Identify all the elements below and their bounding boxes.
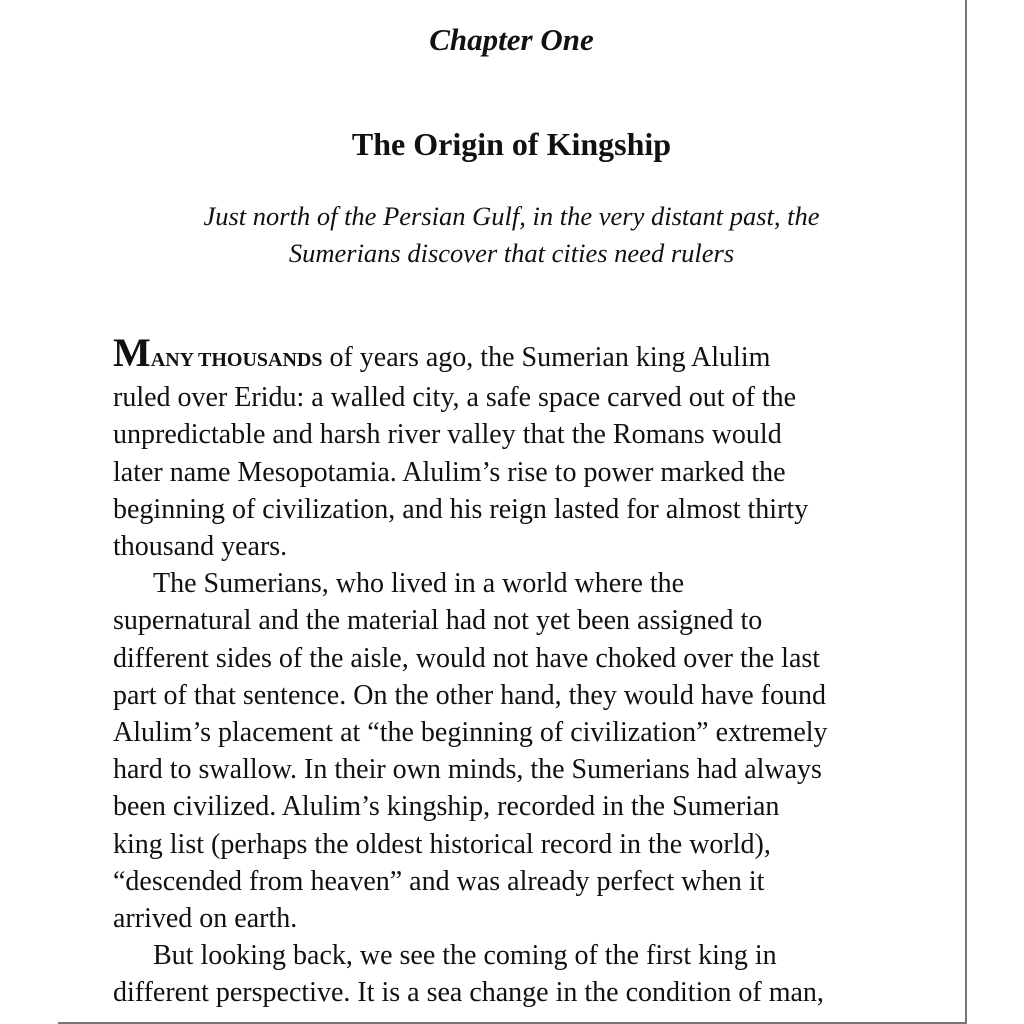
subtitle-line: Sumerians discover that cities need rulers (288, 238, 735, 268)
opening-rest: of years ago, the Sumerian king Alulim (322, 342, 771, 373)
text-line: supernatural and the material had not yet been assigned to (113, 605, 763, 637)
text-line: king list (perhaps the oldest historical record in the world), (113, 828, 771, 860)
text-line: But looking back, we see the coming of the first king in (153, 940, 777, 972)
chapter-subtitle (58, 198, 965, 272)
text-line: different sides of the aisle, would not have choked over the last (113, 642, 821, 674)
text-line: part of that sentence. On the other hand, they would have found (113, 679, 827, 711)
text-line: “descended from heaven” and was already perfect when it (113, 865, 765, 897)
small-caps: ANY THOUSANDS (150, 349, 323, 371)
text-line: ruled over Eridu: a walled city, a safe space carved out of the (113, 382, 797, 414)
text-line: different perspective. It is a sea change in the condition of man, (113, 977, 824, 1009)
opening-line (113, 330, 943, 379)
text-line: thousand years. (113, 531, 288, 563)
text-line: later name Mesopotamia. Alulim’s rise to power marked the (113, 456, 786, 488)
chapter-title: The Origin of Kingship (351, 126, 672, 162)
text-line: The Sumerians, who lived in a world where the (153, 568, 685, 600)
text-line: hard to swallow. In their own minds, the Sumerians had always (113, 754, 822, 786)
text-line: been civilized. Alulim’s kingship, recorded in the Sumerian (113, 791, 780, 823)
text-line: Alulim’s placement at “the beginning of civilization” extremely (113, 717, 828, 749)
text-line: arrived on earth. (113, 903, 298, 935)
body-text (113, 330, 943, 1012)
drop-cap: M (113, 330, 151, 375)
chapter-label: Chapter One (429, 22, 594, 57)
subtitle-line: Just north of the Persian Gulf, in the very distant past, the (203, 201, 820, 231)
book-page (58, 0, 967, 1024)
text-line: unpredictable and harsh river valley that the Romans would (113, 419, 782, 451)
text-line: beginning of civilization, and his reign lasted for almost thirty (113, 493, 809, 525)
